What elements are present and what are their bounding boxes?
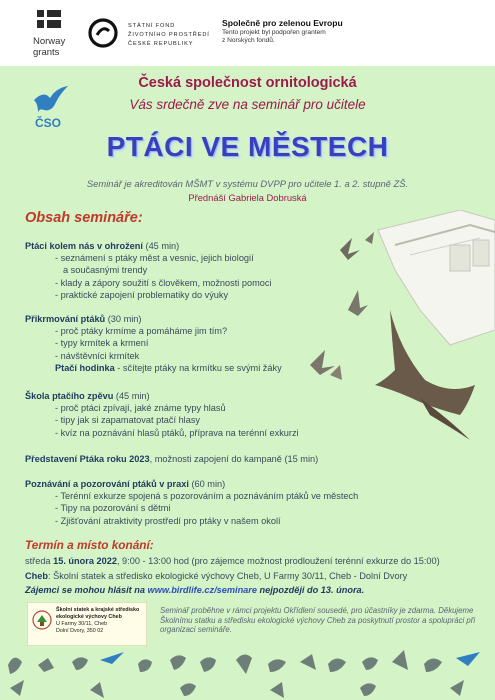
place-line xyxy=(25,570,407,582)
footnote: Seminář proběhne v rámci projektu Okřídlení sousedé, pro účastníky je zdarma. Děkujeme Školnímu statku a středisku ekologické výchovy Cheb za poskytnutí prostor a spolupráci při organizaci semináře. xyxy=(160,606,476,635)
cso-logo-text: ČSO xyxy=(35,116,62,130)
swift-illustration xyxy=(300,210,495,450)
block-2-item-1: - proč ptáky krmíme a pomáháme jim tím? xyxy=(55,326,228,337)
school-name-1: Školní statek a krajské středisko xyxy=(56,607,140,613)
place-bold: Cheb xyxy=(25,571,48,581)
registration-link[interactable]: www.birdlife.cz/seminare xyxy=(147,585,257,595)
block-1-item-3: - klady a zápory soužití s člověkem, možnosti pomoci xyxy=(55,277,272,288)
organization-name: Česká společnost ornitologická xyxy=(138,75,357,91)
school-address-2: Dolní Dvory, 350 02 xyxy=(56,628,104,634)
school-address-1: U Farmy 30/11, Cheb xyxy=(56,621,108,627)
block-3-item-1: - proč ptáci zpívají, jaké známe typy hlasů xyxy=(55,403,226,414)
block-1-duration: (45 min) xyxy=(145,241,180,251)
campaign-title: Společně pro zelenou Evropu xyxy=(222,18,343,28)
program-block-1 xyxy=(25,240,272,301)
block-2-item-4 xyxy=(25,362,282,374)
block-2-bold-item: Ptačí hodinka xyxy=(55,362,115,373)
block-4-rest: , možnosti zapojení do kampaně (15 min) xyxy=(149,454,319,464)
sfzp-line-1: STÁTNÍ FOND xyxy=(128,23,176,29)
date-rest: , 9:00 - 13:00 hod (pro zájemce možnost prodloužení terénní exkurze do 15:00) xyxy=(116,556,440,566)
block-2-item-2: - typy krmítek a krmení xyxy=(55,338,149,349)
accreditation-line: Seminář je akreditován MŠMT v systému DVPP pro učitele 1. a 2. stupně ZŠ. xyxy=(86,178,409,189)
block-2-duration: (30 min) xyxy=(107,314,142,324)
norway-line-2: grants xyxy=(33,47,60,58)
campaign-block xyxy=(222,18,362,45)
program-block-4 xyxy=(25,453,318,465)
sfzp-line-2: ŽIVOTNÍHO PROSTŘEDÍ xyxy=(128,32,210,38)
program-block-2 xyxy=(25,313,282,374)
block-4-title: Představení Ptáka roku 2023 xyxy=(25,454,150,464)
block-5-duration: (60 min) xyxy=(191,479,226,489)
registration-post: nejpozději do 13. února. xyxy=(256,585,365,595)
date-bold: 15. února 2022 xyxy=(53,556,117,566)
campaign-sub-1: Tento projekt byl podpořen grantem xyxy=(222,29,326,36)
school-name-2: ekologické výchovy Cheb xyxy=(56,614,122,620)
sfzp-line-3: ČESKÉ REPUBLIKY xyxy=(128,41,194,47)
sfzp-circle-logo xyxy=(88,18,118,48)
date-line xyxy=(25,555,440,567)
campaign-sub-2: z Norských fondů. xyxy=(222,37,275,44)
block-3-duration: (45 min) xyxy=(115,391,150,401)
program-heading: Obsah semináře: xyxy=(25,210,143,226)
program-block-5 xyxy=(25,478,358,527)
date-prefix: středa xyxy=(25,556,54,566)
term-heading: Termín a místo konání: xyxy=(25,538,154,552)
norway-grants-logo xyxy=(33,10,93,58)
norway-line-1: Norway xyxy=(33,36,66,47)
block-3-item-3: - kvíz na poznávání hlasů ptáků, příprava na terénní exkurzi xyxy=(55,427,299,438)
header-band xyxy=(0,0,495,66)
block-1-item-1: - seznámení s ptáky měst a vesnic, jejich biologií xyxy=(55,253,254,264)
norway-flag-icon xyxy=(37,10,61,28)
block-5-item-1: - Terénní exkurze spojená s pozorováním a poznáváním ptáků ve městech xyxy=(55,491,359,502)
block-3-item-2: - tipy jak si zapamatovat ptačí hlasy xyxy=(55,415,201,426)
block-1-title: Ptáci kolem nás v ohrožení xyxy=(25,241,143,251)
invitation-line: Vás srdečně zve na seminář pro učitele xyxy=(129,97,366,112)
program-block-3 xyxy=(25,390,299,439)
block-5-item-3: - Zjišťování atraktivity prostředí pro ptáky v našem okolí xyxy=(55,515,281,526)
bird-silhouettes-row xyxy=(0,640,495,700)
block-2-item-3: - návštěvníci krmítek xyxy=(55,350,140,361)
registration-line xyxy=(25,585,364,595)
block-2-bold-item-rest: - sčítejte ptáky na krmítku se svými žáky xyxy=(114,362,282,373)
block-5-item-2: - Tipy na pozorování s dětmi xyxy=(55,503,171,514)
block-5-title: Poznávání a pozorování ptáků v praxi xyxy=(25,479,189,489)
place-rest: : Školní statek a středisko ekologické výchovy Cheb, U Farmy 30/11, Cheb - Dolní Dvory xyxy=(47,571,408,581)
lecturer-line: Přednáší Gabriela Dobruská xyxy=(188,192,307,203)
page-title: PTÁCI VE MĚSTECH xyxy=(106,131,389,162)
block-3-title: Škola ptačího zpěvu xyxy=(25,391,114,401)
block-1-item-4: - praktické zapojení problematiky do výuky xyxy=(55,289,229,300)
school-logo xyxy=(31,609,53,633)
block-1-item-2: a současnými trendy xyxy=(63,265,148,276)
sfzp-logo xyxy=(88,18,213,54)
block-2-title: Přikrmování ptáků xyxy=(25,314,106,324)
registration-pre: Zájemci se mohou hlásit na xyxy=(25,585,148,595)
